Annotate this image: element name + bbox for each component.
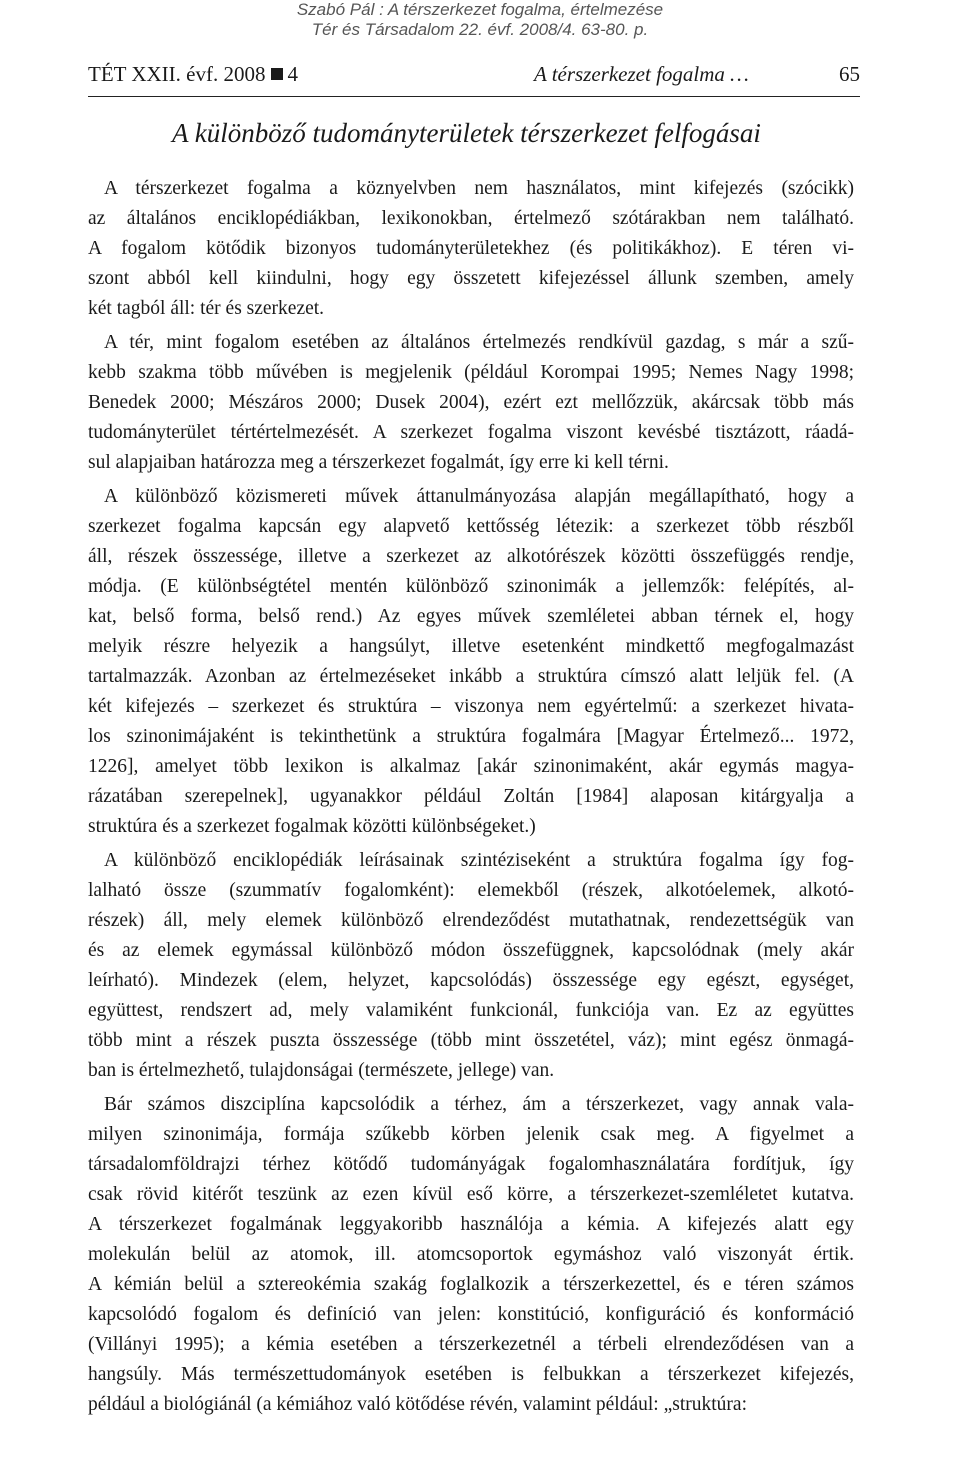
- paragraph: [88, 482, 854, 842]
- text-line: Benedek 2000; Mészáros 2000; Dusek 2004), ezért ezt mellőzzük, akárcsak több más: [88, 392, 854, 413]
- text-line: és az elemek egymással különböző módon összefüggnek, kapcsolódnak (mely akár: [88, 940, 854, 961]
- text-line: több mint a részek puszta összessége (több mint összetétel, váz); mint egész önmagá-: [88, 1030, 854, 1051]
- text-line: csak rövid kitérőt teszünk az ezen kívül eső körre, a térszerkezet-szemléletet kutatva.: [88, 1184, 854, 1205]
- text-line: szont abból kell kiindulni, hogy egy összetett kifejezéssel állunk szemben, amely: [88, 268, 854, 289]
- text-line: például a biológiánál (a kémiához való kötődése révén, valamint például: „struktúra:: [88, 1394, 747, 1415]
- text-line: tartalmazzák. Azonban az értelmezéseket inkább a struktúra címszó alatt leljük fel. (A: [88, 666, 854, 687]
- journal-name: TÉT XXII. évf. 2008: [88, 62, 266, 86]
- text-line: 1226], amelyet több lexikon is alkalmaz [akár szinonimaként, akár egymás magya-: [88, 756, 854, 777]
- text-line: los szinonimájaként is tekinthetünk a struktúra fogalmára [Magyar Értelmező... 1972,: [88, 726, 854, 747]
- journal-info: [88, 62, 298, 87]
- text-line: kapcsolódó fogalom és definíció van jelen: konstitúció, konfiguráció és konformáció: [88, 1304, 854, 1325]
- article-body: [88, 174, 854, 1424]
- text-line: kat, belső forma, belső rend.) Az egyes művek szemléletei abban térnek el, hogy: [88, 606, 854, 627]
- text-line: áll, részek összessége, illetve a szerkezet az alkotórészek közötti összefüggés rendje,: [88, 546, 854, 567]
- text-line: az általános enciklopédiákban, lexikonokban, értelmező szótárakban nem található.: [88, 208, 854, 229]
- text-line: A különböző közismereti művek áttanulmányozása alapján megállapítható, hogy a: [104, 486, 854, 507]
- text-line: struktúra és a szerkezet fogalmak közötti különbségeket.): [88, 816, 536, 837]
- text-line: A térszerkezet fogalma a köznyelvben nem használatos, mint kifejezés (szócikk): [104, 178, 854, 199]
- text-line: két tagból áll: tér és szerkezet.: [88, 298, 325, 319]
- issue-number: 4: [287, 62, 298, 86]
- text-line: milyen szinonimája, formája szűkebb körben jelenik csak meg. A figyelmet a: [88, 1124, 854, 1145]
- text-line: molekulán belül az atomok, ill. atomcsoportok egymáshoz való viszonyát értik.: [88, 1244, 854, 1265]
- text-line: melyik részre helyezik a hangsúlyt, illetve esetenként mindkettő megfogalmazást: [88, 636, 854, 657]
- text-line: két kifejezés – szerkezet és struktúra – viszonya nem egyértelmű: a szerkezet hivata-: [88, 696, 854, 717]
- citation-line-1: Szabó Pál : A térszerkezet fogalma, értelmezése: [296, 0, 664, 19]
- paragraph: [88, 1090, 854, 1420]
- running-head: [88, 60, 860, 97]
- text-line: módja. (E különbségtétel mentén különböző szinonimák a jellemzők: felépítés, al-: [88, 576, 854, 597]
- citation-header: [0, 0, 960, 40]
- black-square-icon: [271, 68, 283, 80]
- paragraph: [88, 328, 854, 478]
- text-line: együttest, rendszert ad, mely valamiként funkcionál, funkciója van. Ez az együttes: [88, 1000, 854, 1021]
- running-title: A térszerkezet fogalma …: [534, 62, 749, 86]
- text-line: lalható össze (szummatív fogalomként): elemekből (részek, alkotóelemek, alkotó-: [88, 880, 854, 901]
- text-line: szerkezet fogalma kapcsán egy alapvető kettősség létezik: a szerkezet több részből: [88, 516, 854, 537]
- section-title: A különböző tudományterületek térszerkezet felfogásai: [172, 118, 761, 148]
- text-line: Bár számos diszciplína kapcsolódik a térhez, ám a térszerkezet, vagy annak vala-: [104, 1094, 854, 1115]
- text-line: ban is értelmezhető, tulajdonságai (természete, jellege) van.: [88, 1060, 555, 1081]
- paragraph: [88, 846, 854, 1086]
- text-line: hangsúly. Más természettudományok esetében is felbukkan a térszerkezet kifejezés,: [88, 1364, 854, 1385]
- text-line: leírható). Mindezek (elem, helyzet, kapcsolódás) összessége egy egészt, egységet,: [88, 970, 854, 991]
- text-line: A kémián belül a sztereokémia szakág foglalkozik a térszerkezettel, és e téren számos: [88, 1274, 854, 1295]
- text-line: tudományterület tértértelmezését. A szerkezet fogalma viszont kevésbé tisztázott, ráadá-: [88, 422, 854, 443]
- text-line: A különböző enciklopédiák leírásainak szintéziseként a struktúra fogalma így fog-: [104, 850, 854, 871]
- text-line: rázatában szerepelnek], ugyanakkor például Zoltán [1984] alaposan kitárgyalja a: [88, 786, 854, 807]
- paragraph: [88, 174, 854, 324]
- text-line: kebb szakma több művében is megjelenik (például Korompai 1995; Nemes Nagy 1998;: [88, 362, 854, 383]
- text-line: (Villányi 1995); a kémia esetében a térszerkezetnél a térbeli elrendeződésen van a: [88, 1334, 854, 1355]
- text-line: társadalomföldrajzi térhez kötődő tudományágak fogalomhasználatára fordítjuk, így: [88, 1154, 854, 1175]
- text-line: sul alapjaiban határozza meg a térszerkezet fogalmát, így erre ki kell térni.: [88, 452, 669, 473]
- citation-line-2: Tér és Társadalom 22. évf. 2008/4. 63-80. p.: [311, 20, 649, 39]
- text-line: részek) áll, mely elemek különböző elrendeződést mutathatnak, rendezettségük van: [88, 910, 854, 931]
- text-line: A fogalom kötődik bizonyos tudományterületekhez (és politikákhoz). E téren vi-: [88, 238, 854, 259]
- text-line: A térszerkezet fogalmának leggyakoribb használója a kémia. A kifejezés alatt egy: [88, 1214, 854, 1235]
- page-number: 65: [839, 62, 860, 86]
- text-line: A tér, mint fogalom esetében az általános értelmezés rendkívül gazdag, s már a szű-: [104, 332, 854, 353]
